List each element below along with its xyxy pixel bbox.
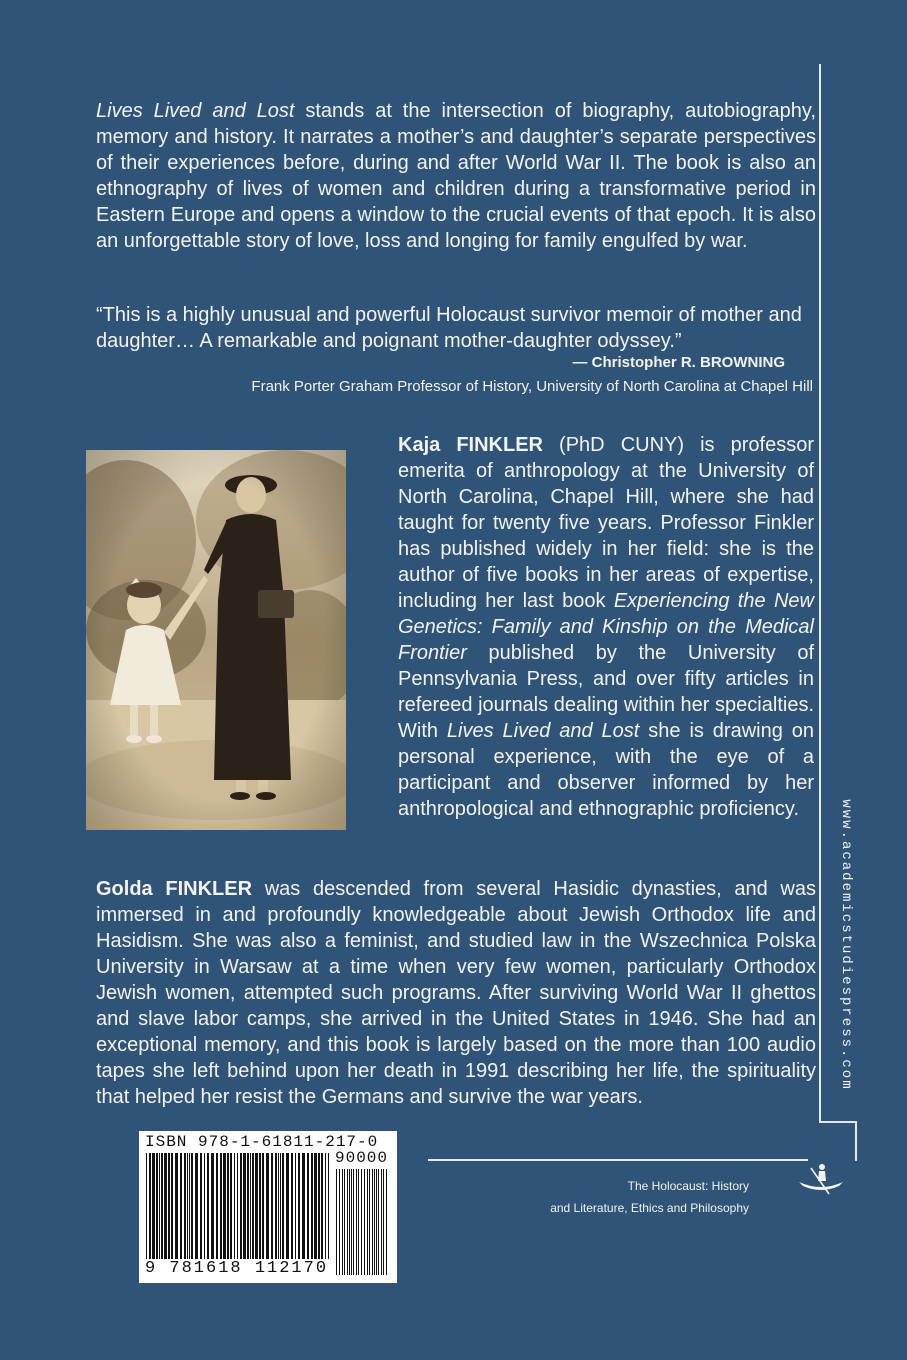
ean-number: 9 781618 112170 [145,1259,329,1278]
barcode-bar [311,1153,313,1275]
barcode-bar [161,1153,163,1275]
author-bio-kaja [398,432,814,822]
barcode-bar [325,1153,326,1275]
barcode-bar [286,1153,289,1275]
barcode-bar [204,1153,205,1275]
barcode-bar [195,1153,198,1275]
vintage-photo [86,450,346,830]
barcode-bar [372,1169,373,1275]
barcode-bar [262,1153,264,1275]
book-title-lives: Lives Lived and Lost [446,720,640,742]
barcode-bar [223,1153,226,1275]
barcode-bar [159,1153,160,1275]
publisher-website: www.academicstudiespress.com [838,799,854,1091]
barcode-bar [328,1153,329,1275]
barcode-bar [191,1153,193,1275]
barcode-bar [227,1153,229,1275]
barcode-bar [184,1153,186,1275]
barcode-bar [386,1169,387,1275]
barcode-bar [237,1153,238,1275]
barcode-bar [321,1153,323,1275]
barcode-bar [230,1153,232,1275]
barcode-bar [187,1153,188,1275]
book-title-italic: Lives Lived and Lost [96,100,295,122]
barcode-bar [376,1169,377,1275]
barcode-bar [278,1153,279,1275]
barcode-bar [367,1169,368,1275]
barcode-bar [318,1153,320,1275]
barcode-bar [381,1169,382,1275]
barcode-bar [353,1169,354,1275]
barcode-bar [295,1153,296,1275]
bio-text-part: she is drawing on personal experience, with the eye of a participant and observer informed by her anthropological and ethnographic proficiency. [398,720,815,820]
barcode-bar [164,1153,167,1275]
barcode-bar [250,1153,251,1275]
barcode-bar [378,1169,379,1275]
isbn-number: ISBN 978-1-61811-217-0 [145,1133,379,1151]
barcode-bar [156,1153,158,1275]
barcode-bar [152,1153,155,1275]
barcode-bar [291,1153,293,1275]
isbn-barcode [139,1131,397,1283]
barcode-bar [180,1153,182,1275]
description-text: stands at the intersection of biography, autobiography, memory and history. It narrates a mother’s and daughter’s separate perspectives of their experiences before, during and after World War II. The book is also an ethnography of lives of women and children during a transformative period in Eastern Europe and opens a window to the crucial events of that epoch. It is also an unforgettable story of love, loss and longing for family engulfed by war. [96,100,816,252]
barcode-bar [234,1153,235,1275]
frame-line-step [819,1121,857,1123]
photo-illustration [86,450,346,830]
barcode-bar [298,1153,300,1275]
addon-barcode-bars [335,1169,391,1275]
barcode-bar [280,1153,281,1275]
barcode-bar [146,1153,147,1275]
endorser-name: — Christopher R. BROWNING [572,354,785,371]
barcode-bar [252,1153,254,1275]
barcode-bar [339,1169,340,1275]
barcode-bar [247,1153,249,1275]
barcode-bar [383,1169,384,1275]
barcode-bar [314,1153,317,1275]
barcode-bar [220,1153,222,1275]
barcode-bars [145,1153,333,1275]
barcode-bar [255,1153,258,1275]
barcode-bar [200,1153,202,1275]
author-name-golda: Golda FINKLER [96,878,253,900]
barcode-bar [168,1153,170,1275]
barcode-bar [349,1169,350,1275]
series-line-2: and Literature, Ethics and Philosophy [550,1201,749,1215]
book-title-genetics: Experiencing the New Genetics: Family and Kinship on the Medical Frontier [398,590,814,664]
endorsement-quote: “This is a highly unusual and powerful Holocaust survivor memoir of mother and daughter… A remarkable and poignant mother-daughter odyssey.” [96,304,802,352]
barcode-bar [259,1153,261,1275]
bio-text-part: published by the University of Pennsylvania Press, and over fifty articles in refereed journals dealing within her specialties. With [398,642,814,742]
barcode-bar [266,1153,269,1275]
barcode-bar [374,1169,375,1275]
barcode-bar [344,1169,345,1275]
barcode-bar [216,1153,218,1275]
barcode-bar [271,1153,273,1275]
barcode-bar [282,1153,284,1275]
boat-rower-icon [795,1162,847,1196]
barcode-bar [358,1169,359,1275]
barcode-bar [149,1153,151,1275]
bio-text-part: (PhD CUNY) is professor emerita of anthropology at the University of North Carolina, Chapel Hill, where she had taught for twenty five years. Professor Finkler has published widely in her field: she is the author of five books in her areas of expertise, including her last book [398,434,814,612]
barcode-bar [171,1153,173,1275]
barcode-bar [211,1153,214,1275]
barcode-bar [189,1153,190,1275]
barcode-bar [307,1153,309,1275]
barcode-bar [275,1153,277,1275]
author-name-kaja: Kaja FINKLER [398,434,543,456]
frame-line-step-vertical [855,1121,857,1161]
series-line-1: The Holocaust: History [627,1179,749,1193]
barcode-bar [302,1153,305,1275]
barcode-bar [207,1153,209,1275]
endorser-title: Frank Porter Graham Professor of History, University of North Carolina at Chapel Hill [251,378,813,395]
author-bio-golda [96,876,816,1110]
frame-line-horizontal [428,1159,808,1161]
barcode-bar [347,1169,348,1275]
book-description [96,98,816,254]
barcode-bar [336,1169,337,1275]
series-title [550,1175,749,1219]
barcode-bar [356,1169,357,1275]
frame-line-vertical [819,64,821,1122]
barcode-bar [175,1153,178,1275]
barcode-bar [240,1153,242,1275]
barcode-bar [342,1169,343,1275]
bio-text-part: was descended from several Hasidic dynasties, and was immersed in and profoundly knowledgeable about Jewish Orthodox life and Hasidism. She was also a feminist, and studied law in the Wszechnica Polska University in Warsaw at a time when very few women, particularly Orthodox Jewish women, attempted such programs. After surviving World War II ghettos and slave labor camps, she arrived in the United States in 1946. She had an exceptional memory, and this book is largely based on the more than 100 audio tapes she left behind upon her death in 1991 describing her life, the spirituality that helped her resist the Germans and survive the war years. [96,878,817,1108]
price-addon: 90000 [335,1149,389,1167]
barcode-bar [351,1169,352,1275]
barcode-bar [364,1169,365,1275]
barcode-bar [243,1153,246,1275]
barcode-bar [369,1169,370,1275]
barcode-bar [361,1169,362,1275]
